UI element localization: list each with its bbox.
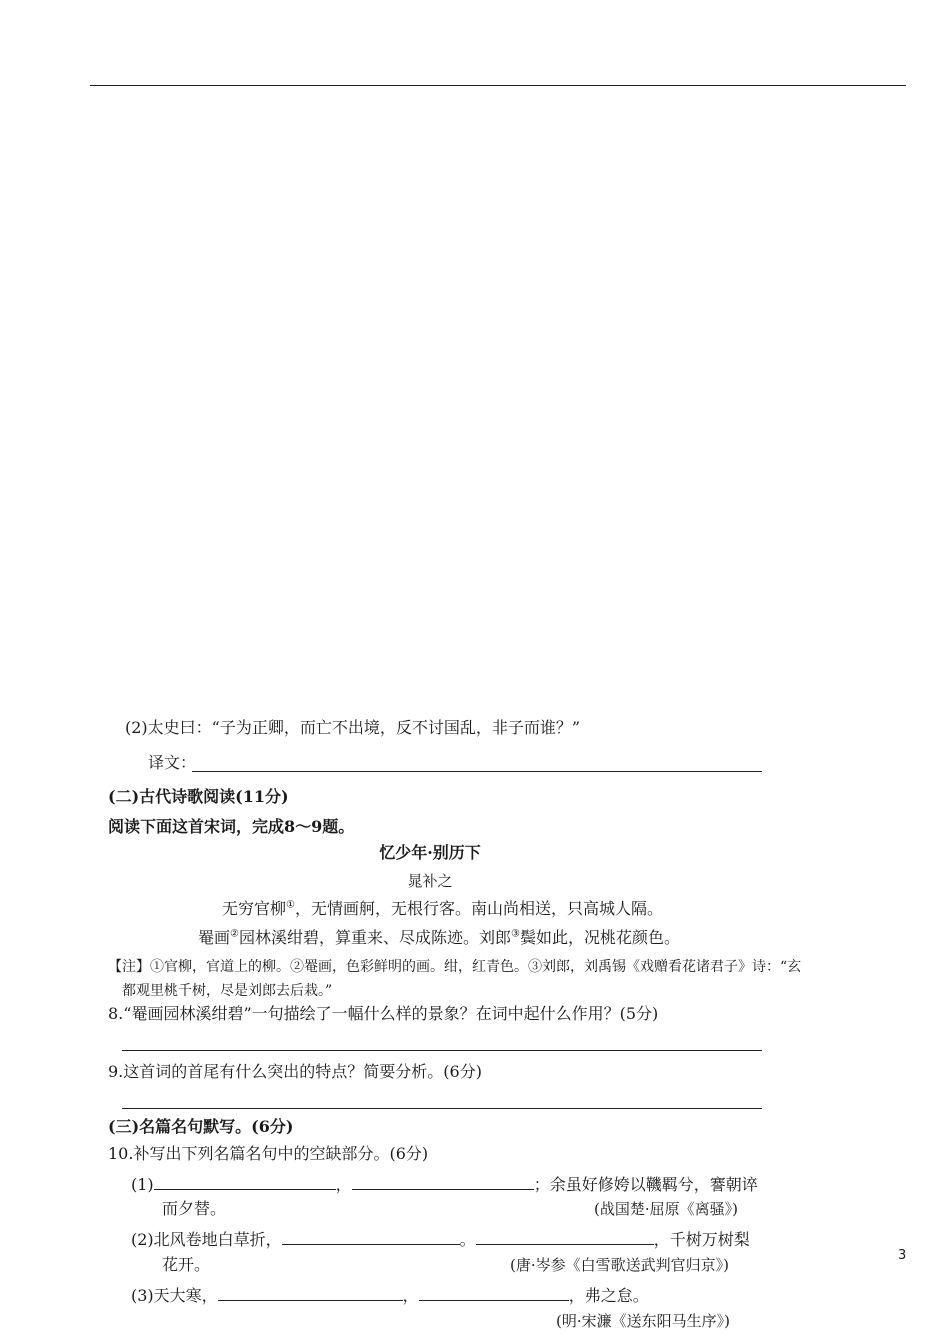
q8-question: 8.“罨画园林溪绀碧”一句描绘了一幅什么样的景象？在词中起什么作用？(5分) (108, 1004, 659, 1023)
section2-instruction: 阅读下面这首宋词，完成8～9题。 (108, 817, 355, 836)
fill-item-2-continuation: 花开。 (162, 1255, 211, 1274)
page-number: 3 (898, 1248, 907, 1263)
fill-blank-1a[interactable] (154, 1173, 336, 1190)
header-rule (90, 85, 906, 86)
fill-blank-1b[interactable] (352, 1173, 534, 1190)
section3-heading: (三)名篇名句默写。(6分) (108, 1117, 294, 1136)
fill-blank-2a[interactable] (282, 1228, 460, 1245)
note-line-2: 都观里桃千树，尽是刘郎去后栽。” (122, 983, 333, 999)
fill-item-2: (2)北风卷地白草折， 。 ，千树万树梨 (131, 1230, 750, 1249)
q9-question: 9.这首词的首尾有什么突出的特点？简要分析。(6分) (108, 1062, 482, 1081)
fill-item-1-continuation: 而夕替。 (162, 1199, 227, 1218)
fill-blank-3a[interactable] (218, 1284, 403, 1301)
q2-sentence: (2)太史曰：“子为正卿，而亡不出境，反不讨国乱，非子而谁？” (125, 718, 581, 737)
fill-item-2-source: (唐·岑参《白雪歌送武判官归京》) (510, 1256, 729, 1274)
fill-item-1-source: (战国楚·屈原《离骚》) (594, 1200, 738, 1218)
q2-answer-line[interactable] (192, 771, 762, 772)
note-line-1: 【注】①官柳，官道上的柳。②罨画，色彩鲜明的画。绀，红青色。③刘郎，刘禹锡《戏赠看花诸君子》诗：“玄 (108, 959, 802, 975)
fill-item-3-source: (明·宋濂《送东阳马生序》) (556, 1312, 730, 1330)
poem-line-2: 罨画②园林溪绀碧，算重来、尽成陈迹。刘郎③鬓如此，况桃花颜色。 (198, 928, 680, 947)
q2-translation-label: 译文： (148, 753, 197, 772)
fill-item-1: (1) ， ；余虽好修姱以鞿羁兮，謇朝谇 (131, 1175, 758, 1194)
fill-item-3: (3)天大寒， ， ，弗之怠。 (131, 1286, 649, 1305)
fill-blank-3b[interactable] (419, 1284, 569, 1301)
poem-title: 忆少年·别历下 (379, 843, 481, 862)
poem-author: 晁补之 (407, 872, 453, 890)
section2-heading: (二)古代诗歌阅读(11分) (108, 787, 289, 806)
poem-line-1: 无穷官柳①，无情画舸，无根行客。南山尚相送，只高城人隔。 (222, 899, 663, 918)
q8-answer-line[interactable] (122, 1050, 762, 1051)
q9-answer-line[interactable] (122, 1108, 762, 1109)
q10-question: 10.补写出下列名篇名句中的空缺部分。(6分) (108, 1144, 429, 1163)
fill-blank-2b[interactable] (476, 1228, 654, 1245)
